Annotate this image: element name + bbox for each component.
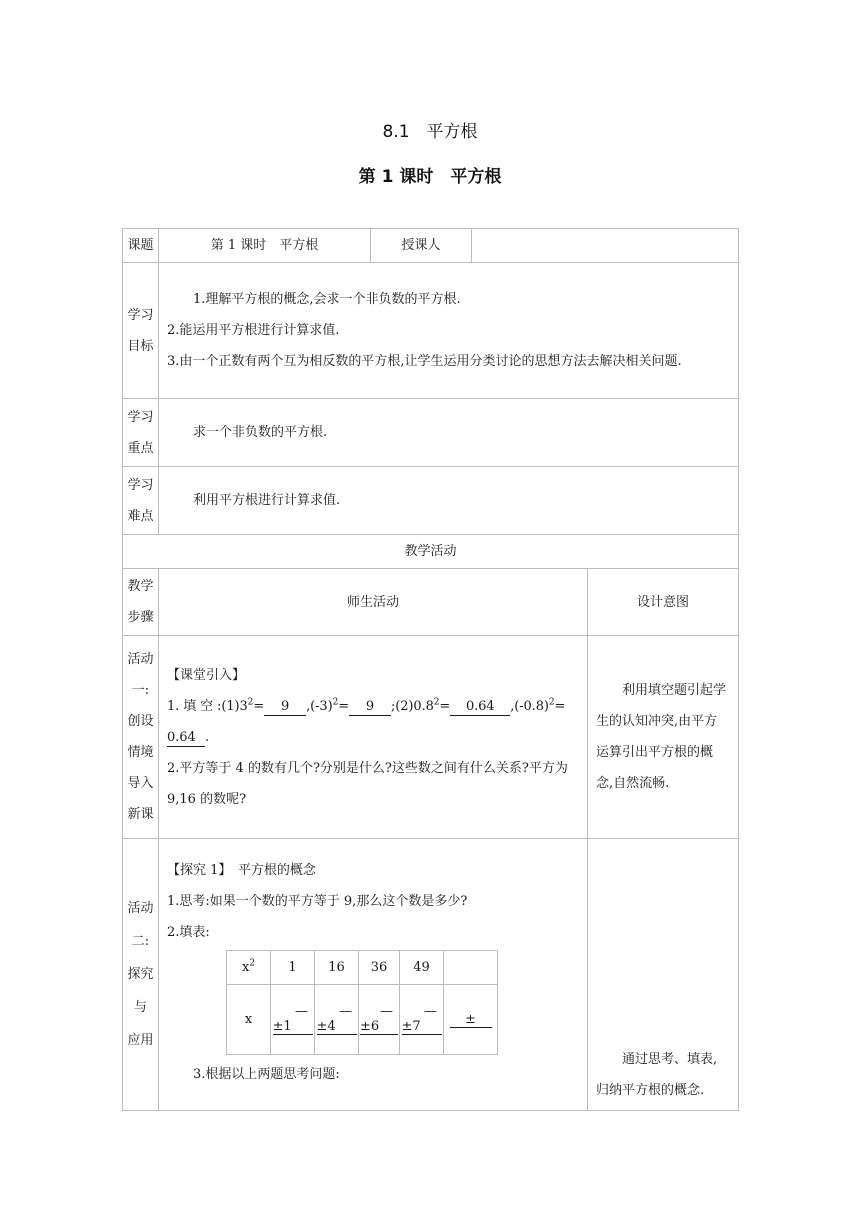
activities-heading-row [123, 535, 739, 569]
key-point-row [123, 399, 739, 467]
activity1-intent: 利用填空题引起学生的认知冲突,由平方运算引出平方根的概念,自然流畅. [588, 636, 739, 839]
table-cell: 49 [400, 951, 444, 985]
activity2-question3: 3.根据以上两题思考问题: [193, 1067, 340, 1082]
lesson-title: 第 1 课时 平方根 [358, 167, 502, 187]
activity2-row [123, 839, 739, 1111]
objective-item: 2.能运用平方根进行计算求值. [167, 323, 340, 338]
square-row [227, 951, 498, 985]
root-row-header: x [227, 985, 271, 1055]
objective-item: 3.由一个正数有两个互为相反数的平方根,让学生运用分类讨论的思想方法去解决相关问题. [167, 354, 682, 369]
activity1-heading: 【课堂引入】 [167, 667, 246, 683]
objective-item: 1.理解平方根的概念,会求一个非负数的平方根. [193, 292, 461, 307]
topic-label: 课题 [123, 229, 159, 263]
objectives-label: 学习 目标 [123, 263, 159, 399]
table-cell: — ±7 [400, 985, 444, 1055]
activity2-content [159, 839, 588, 1111]
table-cell [444, 951, 498, 985]
activity-column-header: 师生活动 [159, 569, 588, 636]
fill-in-table [226, 950, 498, 1055]
activity2-label: 活动 二: 探究 与 应用 [123, 839, 159, 1111]
activities-heading: 教学活动 [123, 535, 739, 569]
square-row-header: $x^2$ [227, 951, 271, 985]
key-point-content: 求一个非负数的平方根. [159, 399, 739, 467]
activity2-intent: 通过思考、填表,归纳平方根的概念. [588, 839, 739, 1111]
difficulty-label: 学习 难点 [123, 467, 159, 535]
activity1-label: 活动 一: 创设 情境 导入 新课 [123, 636, 159, 839]
objectives-content [159, 263, 739, 399]
objectives-row [123, 263, 739, 399]
answer-blank: 9 [264, 699, 306, 716]
teacher-value [472, 229, 739, 263]
activity2-question2: 2.填表: [167, 925, 210, 940]
activity1-content [159, 636, 588, 839]
section-title: 8.1 平方根 [382, 122, 478, 142]
table-cell: — ±4 [315, 985, 359, 1055]
activity2-heading: 【探究 1】 平方根的概念 [167, 863, 316, 878]
table-cell: — ±6 [359, 985, 400, 1055]
answer-blank: 0.64 [167, 730, 205, 747]
root-row [227, 985, 498, 1055]
activity2-question1: 1.思考:如果一个数的平方等于 9,那么这个数是多少? [167, 894, 468, 909]
activities-header-row [123, 569, 739, 636]
intent-column-header: 设计意图 [588, 569, 739, 636]
table-cell: 16 [315, 951, 359, 985]
step-column-header: 教学 步骤 [123, 569, 159, 636]
topic-value: 第 1 课时 平方根 [159, 229, 371, 263]
activity1-question2: 2.平方等于 4 的数有几个?分别是什么?这些数之间有什么关系?平方为 9,16 的数呢? [167, 760, 568, 807]
activity1-question1: 1. 填 空 $:(1)3^2= 9$ $,(-3)^2= 9$ $;(2)0.8^2= 0.64$ $,(-0.8)^2=$ 0.64 . [167, 697, 566, 745]
table-cell: 36 [359, 951, 400, 985]
key-point-label: 学习 重点 [123, 399, 159, 467]
table-cell: ± [444, 985, 498, 1055]
difficulty-row [123, 467, 739, 535]
activity1-row [123, 636, 739, 839]
difficulty-content: 利用平方根进行计算求值. [159, 467, 739, 535]
table-cell: — ±1 [271, 985, 315, 1055]
teacher-label: 授课人 [371, 229, 472, 263]
lesson-plan-table [122, 228, 739, 1111]
table-cell: 1 [271, 951, 315, 985]
answer-blank: 0.64 [450, 699, 510, 716]
answer-blank: 9 [349, 699, 391, 716]
topic-row [123, 229, 739, 263]
